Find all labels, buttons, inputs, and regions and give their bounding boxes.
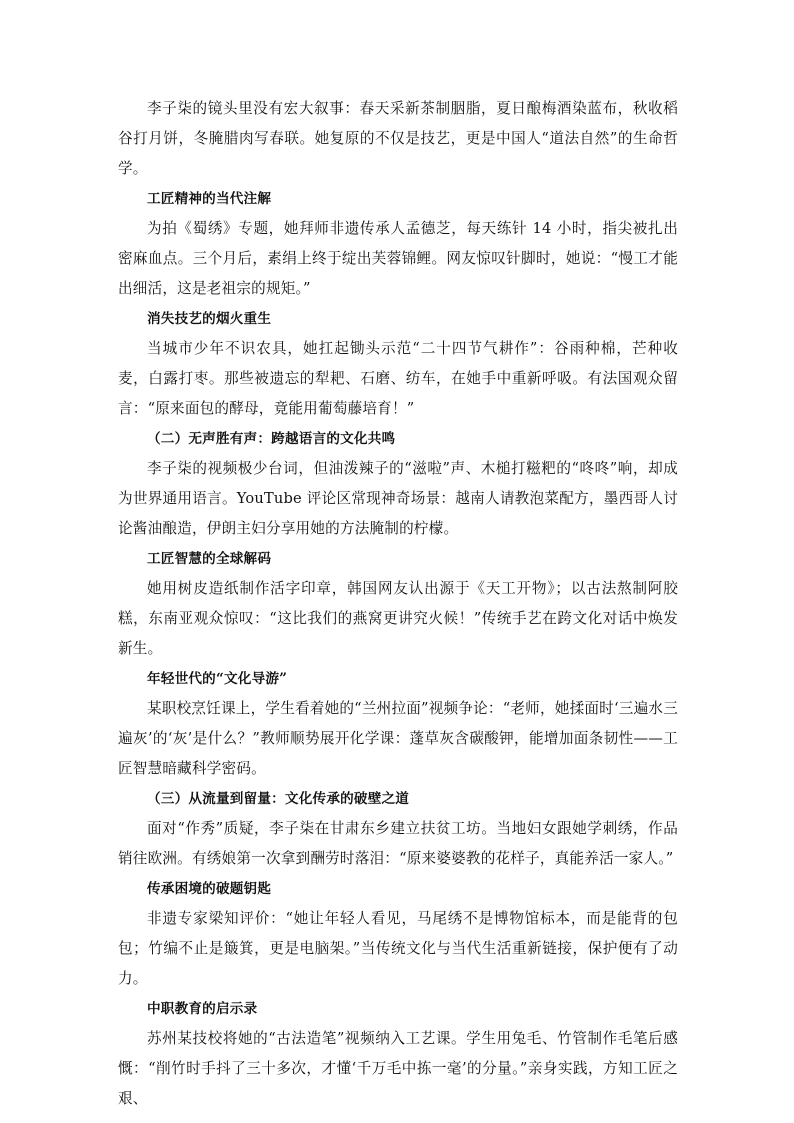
paragraph-lanzhou-noodles: 某职校烹饪课上，学生看着她的“兰州拉面”视频争论：“老师，她揉面时‘三遍水三遍灰’的‘灰’是什么？”教师顺势展开化学课：蓬草灰含碳酸钾，能增加面条韧性——工匠智慧暗藏科学密码。 — [118, 700, 678, 777]
paragraph-poverty-workshop: 面对“作秀”质疑，李子柒在甘肃东乡建立扶贫工坊。当地妇女跟她学刺绣，作品销往欧洲。有绣娘第一次拿到酬劳时落泪：“原来婆婆教的花样子，真能养活一家人。” — [118, 820, 678, 867]
document-body — [118, 94, 678, 1114]
paragraph-expert-comment: 非遗专家梁知评价：“她让年轻人看见，马尾绣不是博物馆标本，而是能背的包包；竹编不止是簸箕，更是电脑架。”当传统文化与当代生活重新链接，保护便有了动力。 — [118, 910, 678, 987]
paragraph-brush-making: 苏州某技校将她的“古法造笔”视频纳入工艺课。学生用兔毛、竹管制作毛笔后感慨：“削竹时手抖了三十多次，才懂‘千万毛中拣一毫’的分量。”亲身实践，方知工匠之艰、 — [118, 1030, 678, 1107]
paragraph-papermaking: 她用树皮造纸制作活字印章，韩国网友认出源于《天工开物》；以古法熬制阿胶糕，东南亚观众惊叹：“这比我们的燕窝更讲究火候！”传统手艺在跨文化对话中焕发新生。 — [118, 580, 678, 657]
paragraph-shu-embroidery: 为拍《蜀绣》专题，她拜师非遗传承人孟德芝，每天练针 14 小时，指尖被扎出密麻血点。三个月后，素绢上终于绽出芙蓉锦鲤。网友惊叹针脚时，她说：“慢工才能出细活，这是老祖宗的规矩。” — [118, 220, 678, 297]
heading-culture-guide: 年轻世代的“文化导游” — [147, 671, 288, 687]
paragraph-solar-terms-farming: 当城市少年不识农具，她扛起锄头示范“二十四节气耕作”：谷雨种棉，芒种收麦，白露打枣。那些被遗忘的犁耙、石磨、纺车，在她手中重新呼吸。有法国观众留言：“原来面包的酵母，竟能用葡萄藤培育！” — [118, 340, 678, 417]
heading-inheritance-key: 传承困境的破题钥匙 — [147, 881, 272, 897]
heading-craftsman-spirit: 工匠精神的当代注解 — [147, 191, 272, 207]
paragraph-universal-language: 李子柒的视频极少台词，但油泼辣子的“滋啦”声、木槌打糍粑的“咚咚”响，却成为世界通用语言。YouTube 评论区常现神奇场景：越南人请教泡菜配方，墨西哥人讨论酱油酿造，伊朗主妇分享用她的方法腌制的柠檬。 — [118, 460, 678, 537]
heading-global-decoding: 工匠智慧的全球解码 — [147, 551, 272, 567]
heading-lost-skills-revival: 消失技艺的烟火重生 — [147, 311, 272, 327]
section-heading-two: （二）无声胜有声：跨越语言的文化共鸣 — [147, 431, 396, 447]
section-heading-three: （三）从流量到留量：文化传承的破壁之道 — [147, 791, 410, 807]
paragraph-li-ziqi-intro: 李子柒的镜头里没有宏大叙事：春天采新茶制胭脂，夏日酿梅酒染蓝布，秋收稻谷打月饼，冬腌腊肉写春联。她复原的不仅是技艺，更是中国人“道法自然”的生命哲学。 — [118, 100, 678, 177]
heading-vocational-education: 中职教育的启示录 — [147, 1001, 258, 1017]
